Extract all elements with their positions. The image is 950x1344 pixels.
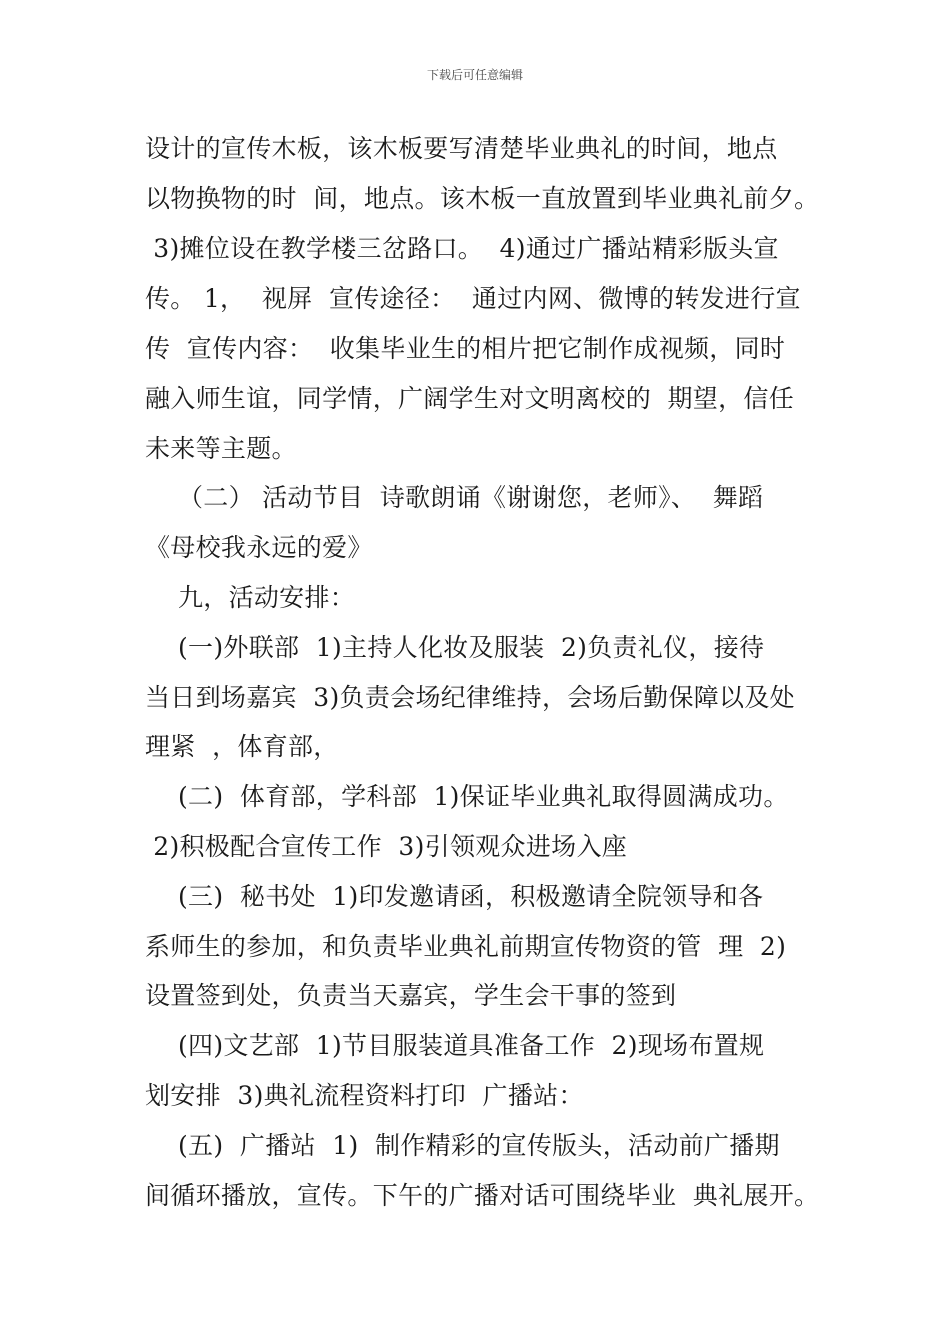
body-line: 3)摊位设在教学楼三岔路口。 4)通过广播站精彩版头宣	[145, 234, 779, 263]
body-line: 九，活动安排：	[145, 583, 356, 612]
body-line: 2)积极配合宣传工作 3)引领观众进场入座	[145, 832, 628, 861]
body-line: 未来等主题。	[145, 434, 297, 463]
body-line: 传。 1， 视屏 宣传途径： 通过内网、微博的转发进行宣	[145, 284, 801, 313]
body-line: (二) 体育部，学科部 1)保证毕业典礼取得圆满成功。	[145, 782, 789, 811]
body-line: 当日到场嘉宾 3)负责会场纪律维持，会场后勤保障以及处	[145, 683, 795, 712]
body-line: 《母校我永远的爱》	[145, 533, 373, 562]
body-line: (三) 秘书处 1)印发邀请函，积极邀请全院领导和各	[145, 882, 764, 911]
body-line: 设计的宣传木板，该木板要写清楚毕业典礼的时间，地点	[145, 134, 778, 163]
body-line: 理紧 ，体育部，	[145, 732, 339, 761]
body-line: 以物换物的时 间，地点。该木板一直放置到毕业典礼前夕。	[145, 184, 820, 213]
body-line: 划安排 3)典礼流程资料打印 广播站：	[145, 1081, 584, 1110]
body-line: 设置签到处，负责当天嘉宾，学生会干事的签到	[145, 981, 677, 1010]
body-line: 间循环播放，宣传。下午的广播对话可围绕毕业 典礼展开。	[145, 1181, 820, 1210]
body-line: 融入师生谊，同学情，广阔学生对文明离校的 期望，信任	[145, 384, 794, 413]
body-line: 传 宣传内容： 收集毕业生的相片把它制作成视频，同时	[145, 334, 786, 363]
body-line: (四)文艺部 1)节目服装道具准备工作 2)现场布置规	[145, 1031, 765, 1060]
body-line: 系师生的参加，和负责毕业典礼前期宣传物资的管 理 2)	[145, 932, 787, 961]
body-line: （二） 活动节目 诗歌朗诵《谢谢您，老师》、 舞蹈	[145, 483, 764, 512]
body-line: (一)外联部 1)主持人化妆及服装 2)负责礼仪，接待	[145, 633, 765, 662]
page-header: 下载后可任意编辑	[426, 68, 523, 82]
body-line: (五) 广播站 1) 制作精彩的宣传版头，活动前广播期	[145, 1131, 780, 1160]
